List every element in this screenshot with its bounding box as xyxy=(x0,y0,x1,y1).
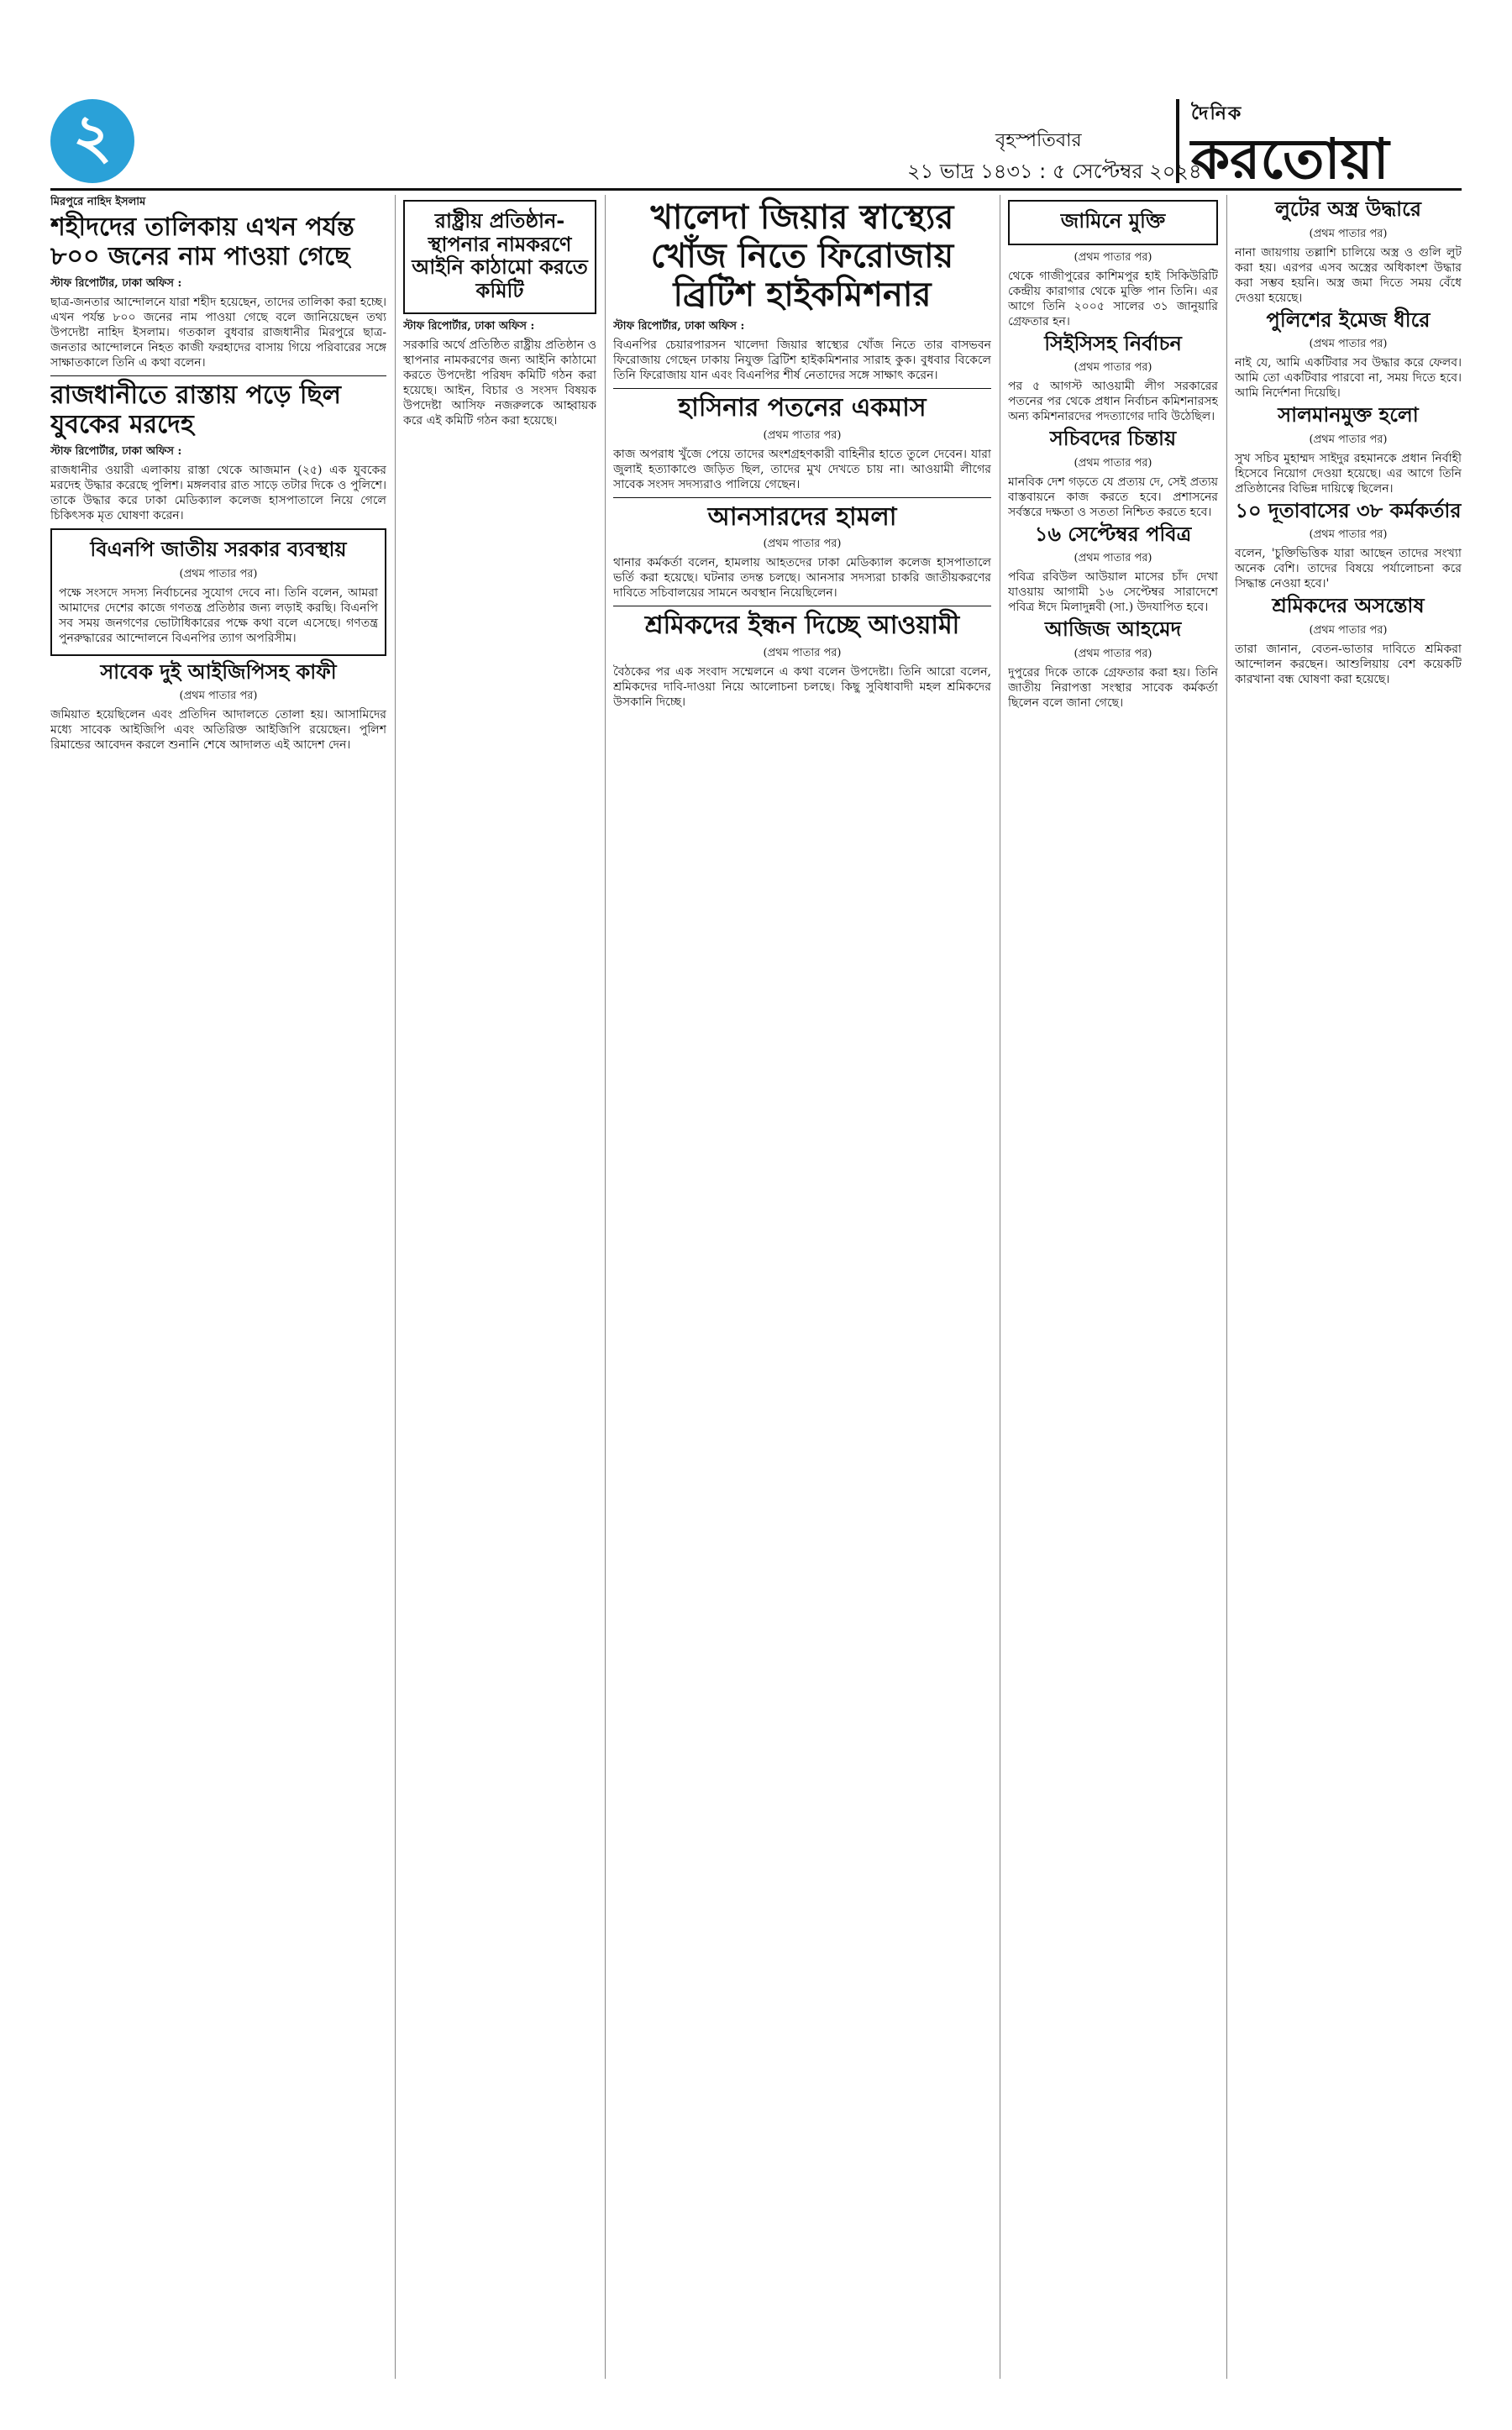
article-body: মানবিক দেশ গড়তে যে প্রত্যয় দে, সেই প্রত্যয় বাস্তবায়নে কাজ করতে হবে। প্রশাসনের সর্বস্তরে দক্ষতা ও সততা নিশ্চিত করতে হবে। xyxy=(1008,475,1218,519)
article-byline: স্টাফ রিপোর্টার, ঢাকা অফিস : xyxy=(403,320,535,333)
article-box xyxy=(50,528,386,656)
column-5 xyxy=(1235,195,1462,2379)
continuation-label: (প্রথম পাতার পর) xyxy=(1309,528,1388,542)
article-body: নাই যে, আমি একটিবার সব উদ্ধার করে ফেলব। আমি তো একটিবার পারবো না, সময় দিতে হবে। আমি নির্দেশনা দিয়েছি। xyxy=(1235,356,1462,401)
page-number-badge: ২ xyxy=(50,99,134,183)
article-headline: জামিনে মুক্তি xyxy=(1060,209,1166,233)
article-headline: আনসারদের হামলা xyxy=(707,501,897,532)
continuation-label: (প্রথম পাতার পর) xyxy=(763,538,842,550)
article-headline: শহীদদের তালিকায় এখন পর্যন্ত ৮০০ জনের নাম পাওয়া গেছে xyxy=(50,213,354,271)
continuation-label: (প্রথম পাতার পর) xyxy=(1309,623,1388,637)
article-headline: রাষ্ট্রীয় প্রতিষ্ঠান-স্থাপনার নামকরণে আইনি কাঠামো করতে কমিটি xyxy=(412,209,588,302)
divider xyxy=(613,497,991,498)
article-headline: পুলিশের ইমেজ ধীরে xyxy=(1266,307,1431,332)
article-box xyxy=(1008,200,1218,245)
article-kicker: মিরপুরে নাহিদ ইসলাম xyxy=(50,196,146,208)
article-body: সুখ সচিব মুহাম্মদ সাইদুর রহমানকে প্রধান নির্বাহী হিসেবে নিয়োগ দেওয়া হয়েছে। এর আগে তিনি প্রতিষ্ঠানের বিভিন্ন দায়িত্বে ছিলেন। xyxy=(1235,451,1462,496)
article-byline: স্টাফ রিপোর্টার, ঢাকা অফিস : xyxy=(50,445,182,458)
article-body: থানার কর্মকর্তা বলেন, হামলায় আহতদের ঢাকা মেডিক্যাল কলেজ হাসপাতালে ভর্তি করা হয়েছে। ঘটনার তদন্ত চলছে। আনসার সদস্যরা চাকরি জাতীয়করণের দাবিতে সচিবালয়ের সামনে অবস্থান নিয়েছিলেন। xyxy=(613,556,991,600)
article-headline: সিইসিসহ নির্বাচন xyxy=(1044,331,1182,355)
publication-date: ২১ ভাদ্র ১৪৩১ : ৫ সেপ্টেম্বর ২০২৪ xyxy=(907,160,1202,183)
continuation-label: (প্রথম পাতার পর) xyxy=(1074,552,1152,565)
article-headline: সালমানমুক্ত হলো xyxy=(1278,403,1419,428)
divider xyxy=(50,375,386,376)
article-body: থেকে গাজীপুরের কাশিমপুর হাই সিকিউরিটি কেন্দ্রীয় কারাগার থেকে মুক্তি পান তিনি। এর আগে তিনি ২০০৫ সালের ৩১ জানুয়ারি গ্রেফতার হন। xyxy=(1008,269,1218,328)
continuation-label: (প্রথম পাতার পর) xyxy=(1074,647,1152,660)
publication-day: বৃহস্পতিবার xyxy=(995,130,1082,151)
article-byline: স্টাফ রিপোর্টার, ঢাকা অফিস : xyxy=(613,320,745,333)
article-body: বৈঠকের পর এক সংবাদ সম্মেলনে এ কথা বলেন উপদেষ্টা। তিনি আরো বলেন, শ্রমিকদের দাবি-দাওয়া নিয়ে আলোচনা চলছে। কিছু সুবিধাবাদী মহল শ্রমিকদের উসকানি দিচ্ছে। xyxy=(613,664,991,709)
article-box xyxy=(403,200,596,314)
continuation-label: (প্রথম পাতার পর) xyxy=(1309,433,1388,446)
article-body: পক্ষে সংসদে সদস্য নির্বাচনের সুযোগ দেবে না। তিনি বলেন, আমরা আমাদের দেশের কাজে গণতন্ত্র প্রতিষ্ঠার জন্য লড়াই করছি। বিএনপি সব সময় জনগণের ভোটাধিকারের পক্ষে কথা বলে এসেছে। গণতন্ত্র পুনরুদ্ধারের আন্দোলনে বিএনপির ত্যাগ অপরিসীম। xyxy=(59,585,378,645)
divider xyxy=(613,388,991,389)
masthead-title: করতোয়া xyxy=(1191,127,1389,192)
article-headline: ১৬ সেপ্টেম্বর পবিত্র xyxy=(1034,522,1192,546)
article-headline: হাসিনার পতনের একমাস xyxy=(678,393,927,422)
article-body: জমিয়াত হয়েছিলেন এবং প্রতিদিন আদালতে তোলা হয়। আসামিদের মধ্যে সাবেক আইজিপি এবং অতিরিক্ত আইজিপি রয়েছেন। পুলিশ রিমান্ডের আবেদন করলে শুনানি শেষে আদালত এই আদেশ দেন। xyxy=(50,708,386,753)
article-byline: স্টাফ রিপোর্টার, ঢাকা অফিস : xyxy=(50,277,182,290)
masthead xyxy=(1176,99,1466,192)
article-headline: আজিজ আহমেদ xyxy=(1044,617,1182,642)
continuation-label: (প্রথম পাতার পর) xyxy=(1074,456,1152,470)
column-divider xyxy=(395,195,396,2379)
column-4 xyxy=(1008,195,1218,2379)
article-body: নানা জায়গায় তল্লাশি চালিয়ে অস্ত্র ও গুলি লুট করা হয়। এরপর এসব অস্ত্রের অধিকাংশ উদ্ধার করা সম্ভব হয়নি। অস্ত্র জমা দিতে সময় বেঁধে দেওয়া হয়েছে। xyxy=(1235,245,1462,305)
continuation-label: (প্রথম পাতার পর) xyxy=(1074,361,1152,375)
continuation-label: (প্রথম পাতার পর) xyxy=(1309,338,1388,351)
continuation-label: (প্রথম পাতার পর) xyxy=(179,690,258,703)
article-headline: লুটের অস্ত্র উদ্ধারে xyxy=(1275,197,1421,221)
article-body: বলেন, 'চুক্তিভিত্তিক যারা আছেন তাদের সংখ্যা অনেক বেশি। তাদের বিষয়ে পর্যালোচনা করে সিদ্ধান্ত নেওয়া হবে।' xyxy=(1235,547,1462,591)
continuation-label: (প্রথম পাতার পর) xyxy=(1074,250,1152,264)
continuation-label: (প্রথম পাতার পর) xyxy=(1309,227,1388,240)
article-body: বিএনপির চেয়ারপারসন খালেদা জিয়ার স্বাস্থ্যের খোঁজ নিতে তার বাসভবন ফিরোজায় গেছেন ঢাকায় নিযুক্ত ব্রিটিশ হাইকমিশনার সারাহ কুক। বুধবার বিকেলে তিনি ফিরোজায় যান এবং বিএনপির শীর্ষ নেতাদের সঙ্গে সাক্ষাৎ করেন। xyxy=(613,339,991,382)
article-body: ছাত্র-জনতার আন্দোলনে যারা শহীদ হয়েছেন, তাদের তালিকা করা হচ্ছে। এখন পর্যন্ত ৮০০ জনের নাম পাওয়া গেছে বলে জানিয়েছেন তথ্য উপদেষ্টা নাহিদ ইসলাম। গতকাল বুধবার রাজধানীর মিরপুরে ছাত্র-জনতার আন্দোলনে নিহত কাজী ফরহাদের বাসায় গিয়ে পরিবারের সঙ্গে সাক্ষাতকালে তিনি এ কথা বলেন। xyxy=(50,296,386,370)
column-1 xyxy=(50,195,386,2379)
continuation-label: (প্রথম পাতার পর) xyxy=(763,646,842,659)
column-divider xyxy=(1226,195,1227,2379)
article-headline: সাবেক দুই আইজিপিসহ কাফী xyxy=(100,659,337,684)
header-rule xyxy=(50,188,1462,191)
article-body: কাজ অপরাধ খুঁজে পেয়ে তাদের অংশগ্রহণকারী বাহিনীর হাতে তুলে দেবেন। যারা জুলাই হত্যাকাণ্ডে জড়িত ছিল, তাদের মুখ দেখতে চায় না। আওয়ামী লীগের সাবেক সংসদ সদস্যরাও পালিয়ে গেছেন। xyxy=(613,447,991,491)
article-headline: শ্রমিকদের অসন্তোষ xyxy=(1272,594,1425,618)
article-body: পবিত্র রবিউল আউয়াল মাসের চাঁদ দেখা যাওয়ায় আগামী ১৬ সেপ্টেম্বর সারাদেশে পবিত্র ঈদে মিলাদুন্নবী (সা.) উদযাপিত হবে। xyxy=(1008,570,1218,615)
article-body: তারা জানান, বেতন-ভাতার দাবিতে শ্রমিকরা আন্দোলন করছেন। আশুলিয়ায় বেশ কয়েকটি কারখানা বন্ধ ঘোষণা করা হয়েছে। xyxy=(1235,642,1462,686)
article-headline: রাজধানীতে রাস্তায় পড়ে ছিল যুবকের মরদেহ xyxy=(50,381,342,439)
article-headline: সচিবদের চিন্তায় xyxy=(1049,427,1177,451)
article-body: দুপুরের দিকে তাকে গ্রেফতার করা হয়। তিনি জাতীয় নিরাপত্তা সংস্থার সাবেক কর্মকর্তা ছিলেন বলে জানা গেছে। xyxy=(1008,665,1218,710)
continuation-label: (প্রথম পাতার পর) xyxy=(179,567,258,580)
article-body: সরকারি অর্থে প্রতিষ্ঠিত রাষ্ট্রীয় প্রতিষ্ঠান ও স্থাপনার নামকরণের জন্য আইনি কাঠামো করতে উপদেষ্টা পরিষদ কমিটি গঠন করা হয়েছে। আইন, বিচার ও সংসদ বিষয়ক উপদেষ্টা আসিফ নজরুলকে আহ্বায়ক করে এই কমিটি গঠন করা হয়েছে। xyxy=(403,339,596,428)
column-divider xyxy=(605,195,606,2379)
column-3 xyxy=(613,195,991,2379)
continuation-label: (প্রথম পাতার পর) xyxy=(763,428,842,442)
article-headline: শ্রমিকদের ইন্ধন দিচ্ছে আওয়ামী xyxy=(644,611,960,640)
column-2 xyxy=(403,195,596,2379)
article-headline: খালেদা জিয়ার স্বাস্থ্যের খোঁজ নিতে ফিরোজায় ব্রিটিশ হাইকমিশনার xyxy=(650,198,954,314)
article-body: পর ৫ আগস্ট আওয়ামী লীগ সরকারের পতনের পর থেকে প্রধান নির্বাচন কমিশনারসহ অন্য কমিশনারদের পদত্যাগের দাবি উঠেছিল। xyxy=(1008,380,1218,424)
article-headline: বিএনপি জাতীয় সরকার ব্যবস্থায় xyxy=(90,538,347,561)
article-body: রাজধানীর ওয়ারী এলাকায় রাস্তা থেকে আজমান (২৫) এক যুবকের মরদেহ উদ্ধার করেছে পুলিশ। মঙ্গলবার রাত সাড়ে তটার দিকে ও পুলিশে। তাকে উদ্ধার করে ঢাকা মেডিক্যাল কলেজ হাসপাতালে নিয়ে গেলে চিকিৎসক মৃত ঘোষণা করেন। xyxy=(50,464,386,522)
article-headline: ১০ দূতাবাসের ৩৮ কর্মকর্তার xyxy=(1235,498,1462,522)
masthead-small: দৈনিক xyxy=(1191,102,1243,124)
